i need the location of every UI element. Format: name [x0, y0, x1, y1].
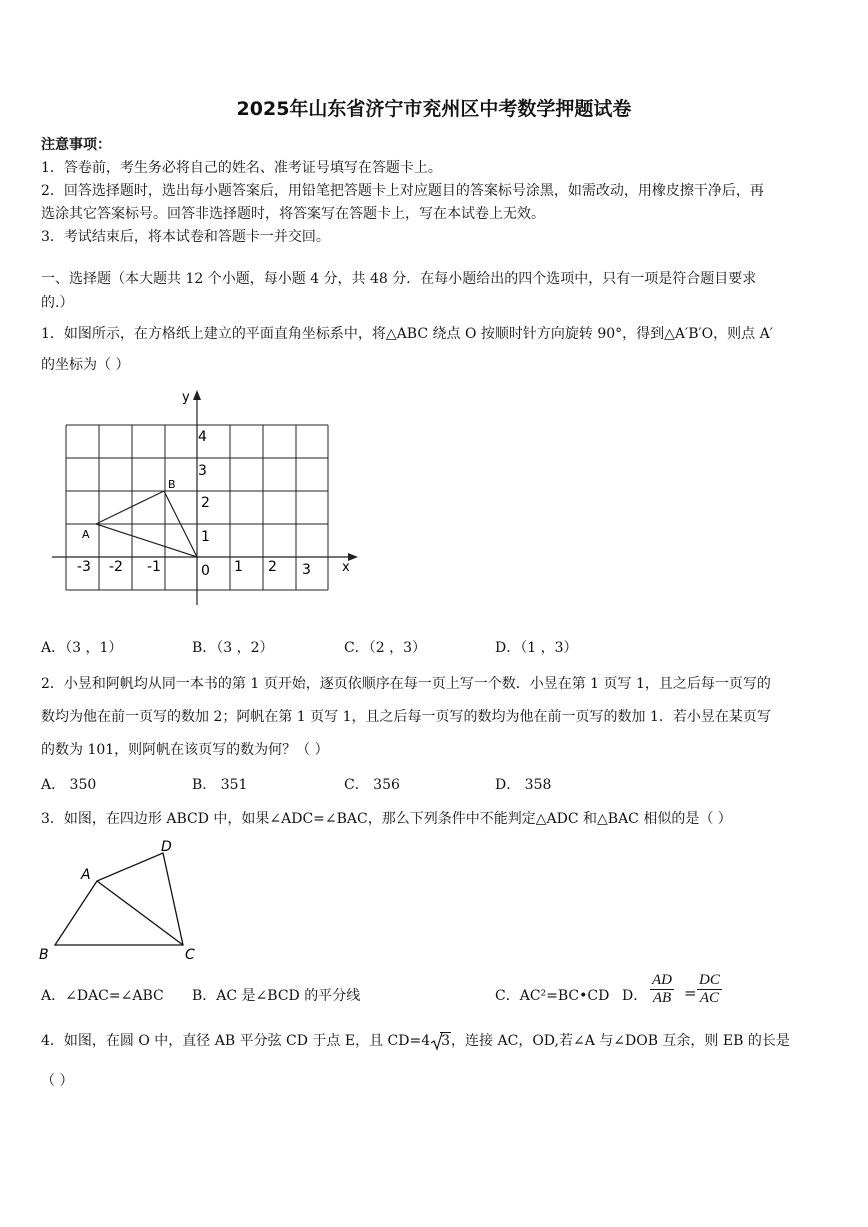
- coordinate-grid-figure: [40, 385, 370, 615]
- notes-item: 选涂其它答案标号。回答非选择题时，将答案写在答题卡上，写在本试卷上无效。: [41, 206, 545, 222]
- q1-option-b[interactable]: B．（3 ，2）: [192, 640, 274, 656]
- question-4-answer-blank: （ ）: [41, 1073, 74, 1089]
- origin-label: 0: [201, 563, 210, 579]
- question-4-text-part: ，连接 AC，OD,若∠A 与∠DOB 互余，则 EB 的长是: [451, 1033, 790, 1049]
- radical-sign-icon: [431, 1032, 443, 1052]
- y-axis-arrow-icon: [193, 390, 201, 400]
- question-1-text-cont: 的坐标为（ ）: [41, 357, 130, 373]
- question-2-text: 2．小昱和阿帆均从同一本书的第 1 页开始，逐页依顺序在每一页上写一个数．小昱在第 1 页写 1，且之后每一页写的: [41, 676, 771, 692]
- x-tick-label: -3: [77, 559, 91, 575]
- notes-item: 1．答卷前，考生务必将自己的姓名、准考证号填写在答题卡上。: [41, 160, 442, 176]
- q2-option-b[interactable]: B． 351: [192, 777, 248, 793]
- equals-sign: =: [684, 984, 697, 1002]
- fraction-dc-ac: [697, 972, 722, 1007]
- sqrt-radicand: 3: [441, 1033, 451, 1049]
- question-2-text-cont: 数均为他在前一页写的数加 2；阿帆在第 1 页写 1，且之后每一页写的数均为他在前一页写的数加 1．若小昱在某页写: [41, 709, 771, 725]
- sqrt-icon: [431, 1033, 451, 1049]
- fraction-denominator: AB: [652, 990, 672, 1006]
- point-a-label: A: [82, 528, 90, 541]
- q3-option-a[interactable]: A．∠DAC=∠ABC: [41, 988, 164, 1004]
- vertex-d-label: D: [161, 839, 172, 855]
- notes-item: 3．考试结束后，将本试卷和答题卡一并交回。: [41, 229, 330, 245]
- q2-option-c[interactable]: C． 356: [344, 777, 400, 793]
- question-3-text: 3．如图，在四边形 ABCD 中，如果∠ADC=∠BAC，那么下列条件中不能判定△ADC 和△BAC 相似的是（ ）: [41, 811, 732, 827]
- y-tick-label: 1: [201, 529, 210, 545]
- fraction-numerator: DC: [699, 972, 720, 988]
- q2-option-d[interactable]: D． 358: [495, 777, 552, 793]
- x-tick-label: -2: [109, 559, 123, 575]
- section-heading-cont: 的.）: [41, 295, 74, 311]
- y-axis-label: y: [182, 390, 190, 405]
- point-b-label: B: [168, 478, 176, 491]
- vertex-b-label: B: [39, 947, 49, 963]
- x-tick-label: -1: [147, 559, 161, 575]
- fraction-denominator: AC: [699, 990, 719, 1006]
- fraction-ad-ab: [650, 972, 674, 1007]
- notes-heading: 注意事项：: [41, 137, 111, 153]
- y-tick-label: 4: [198, 429, 207, 445]
- q3-option-d[interactable]: D．: [622, 988, 648, 1004]
- question-2-text-cont: 的数为 101，则阿帆在该页写的数为何？（ ）: [41, 742, 329, 758]
- q1-option-c[interactable]: C．（2 ，3）: [344, 640, 426, 656]
- q1-option-a[interactable]: A．（3 ，1）: [41, 640, 123, 656]
- notes-item: 2．回答选择题时，选出每小题答案后，用铅笔把答题卡上对应题目的答案标号涂黑，如需改动，用橡皮擦干净后，再: [41, 183, 764, 199]
- fraction-numerator: AD: [652, 972, 672, 988]
- question-4-text: [41, 1030, 790, 1050]
- x-tick-label: 1: [234, 559, 243, 575]
- question-1-text: 1．如图所示，在方格纸上建立的平面直角坐标系中，将△ABC 绕点 O 按顺时针方向旋转 90°，得到△A′B′O，则点 A′: [41, 326, 773, 342]
- x-tick-label: 2: [268, 559, 277, 575]
- exam-title: 2025年山东省济宁市兖州区中考数学押题试卷: [236, 98, 632, 120]
- q2-option-a[interactable]: A． 350: [41, 777, 97, 793]
- y-tick-label: 3: [198, 463, 207, 479]
- vertex-a-label: A: [81, 867, 91, 883]
- y-tick-label: 2: [201, 495, 210, 511]
- section-heading: 一、选择题（本大题共 12 个小题，每小题 4 分，共 48 分．在每小题给出的四个选项中，只有一项是符合题目要求: [41, 271, 757, 287]
- question-4-text-part: 4．如图，在圆 O 中，直径 AB 平分弦 CD 于点 E，且 CD=4: [41, 1033, 431, 1049]
- x-tick-label: 3: [302, 562, 311, 578]
- q3-option-c[interactable]: C．AC²=BC•CD: [495, 988, 610, 1004]
- diagonal-ac: [97, 881, 183, 945]
- quadrilateral-figure: [35, 835, 205, 965]
- q1-option-d[interactable]: D．（1 ，3）: [495, 640, 578, 656]
- vertex-c-label: C: [185, 947, 195, 963]
- x-axis-label: x: [342, 560, 350, 575]
- q3-option-b[interactable]: B．AC 是∠BCD 的平分线: [192, 988, 361, 1004]
